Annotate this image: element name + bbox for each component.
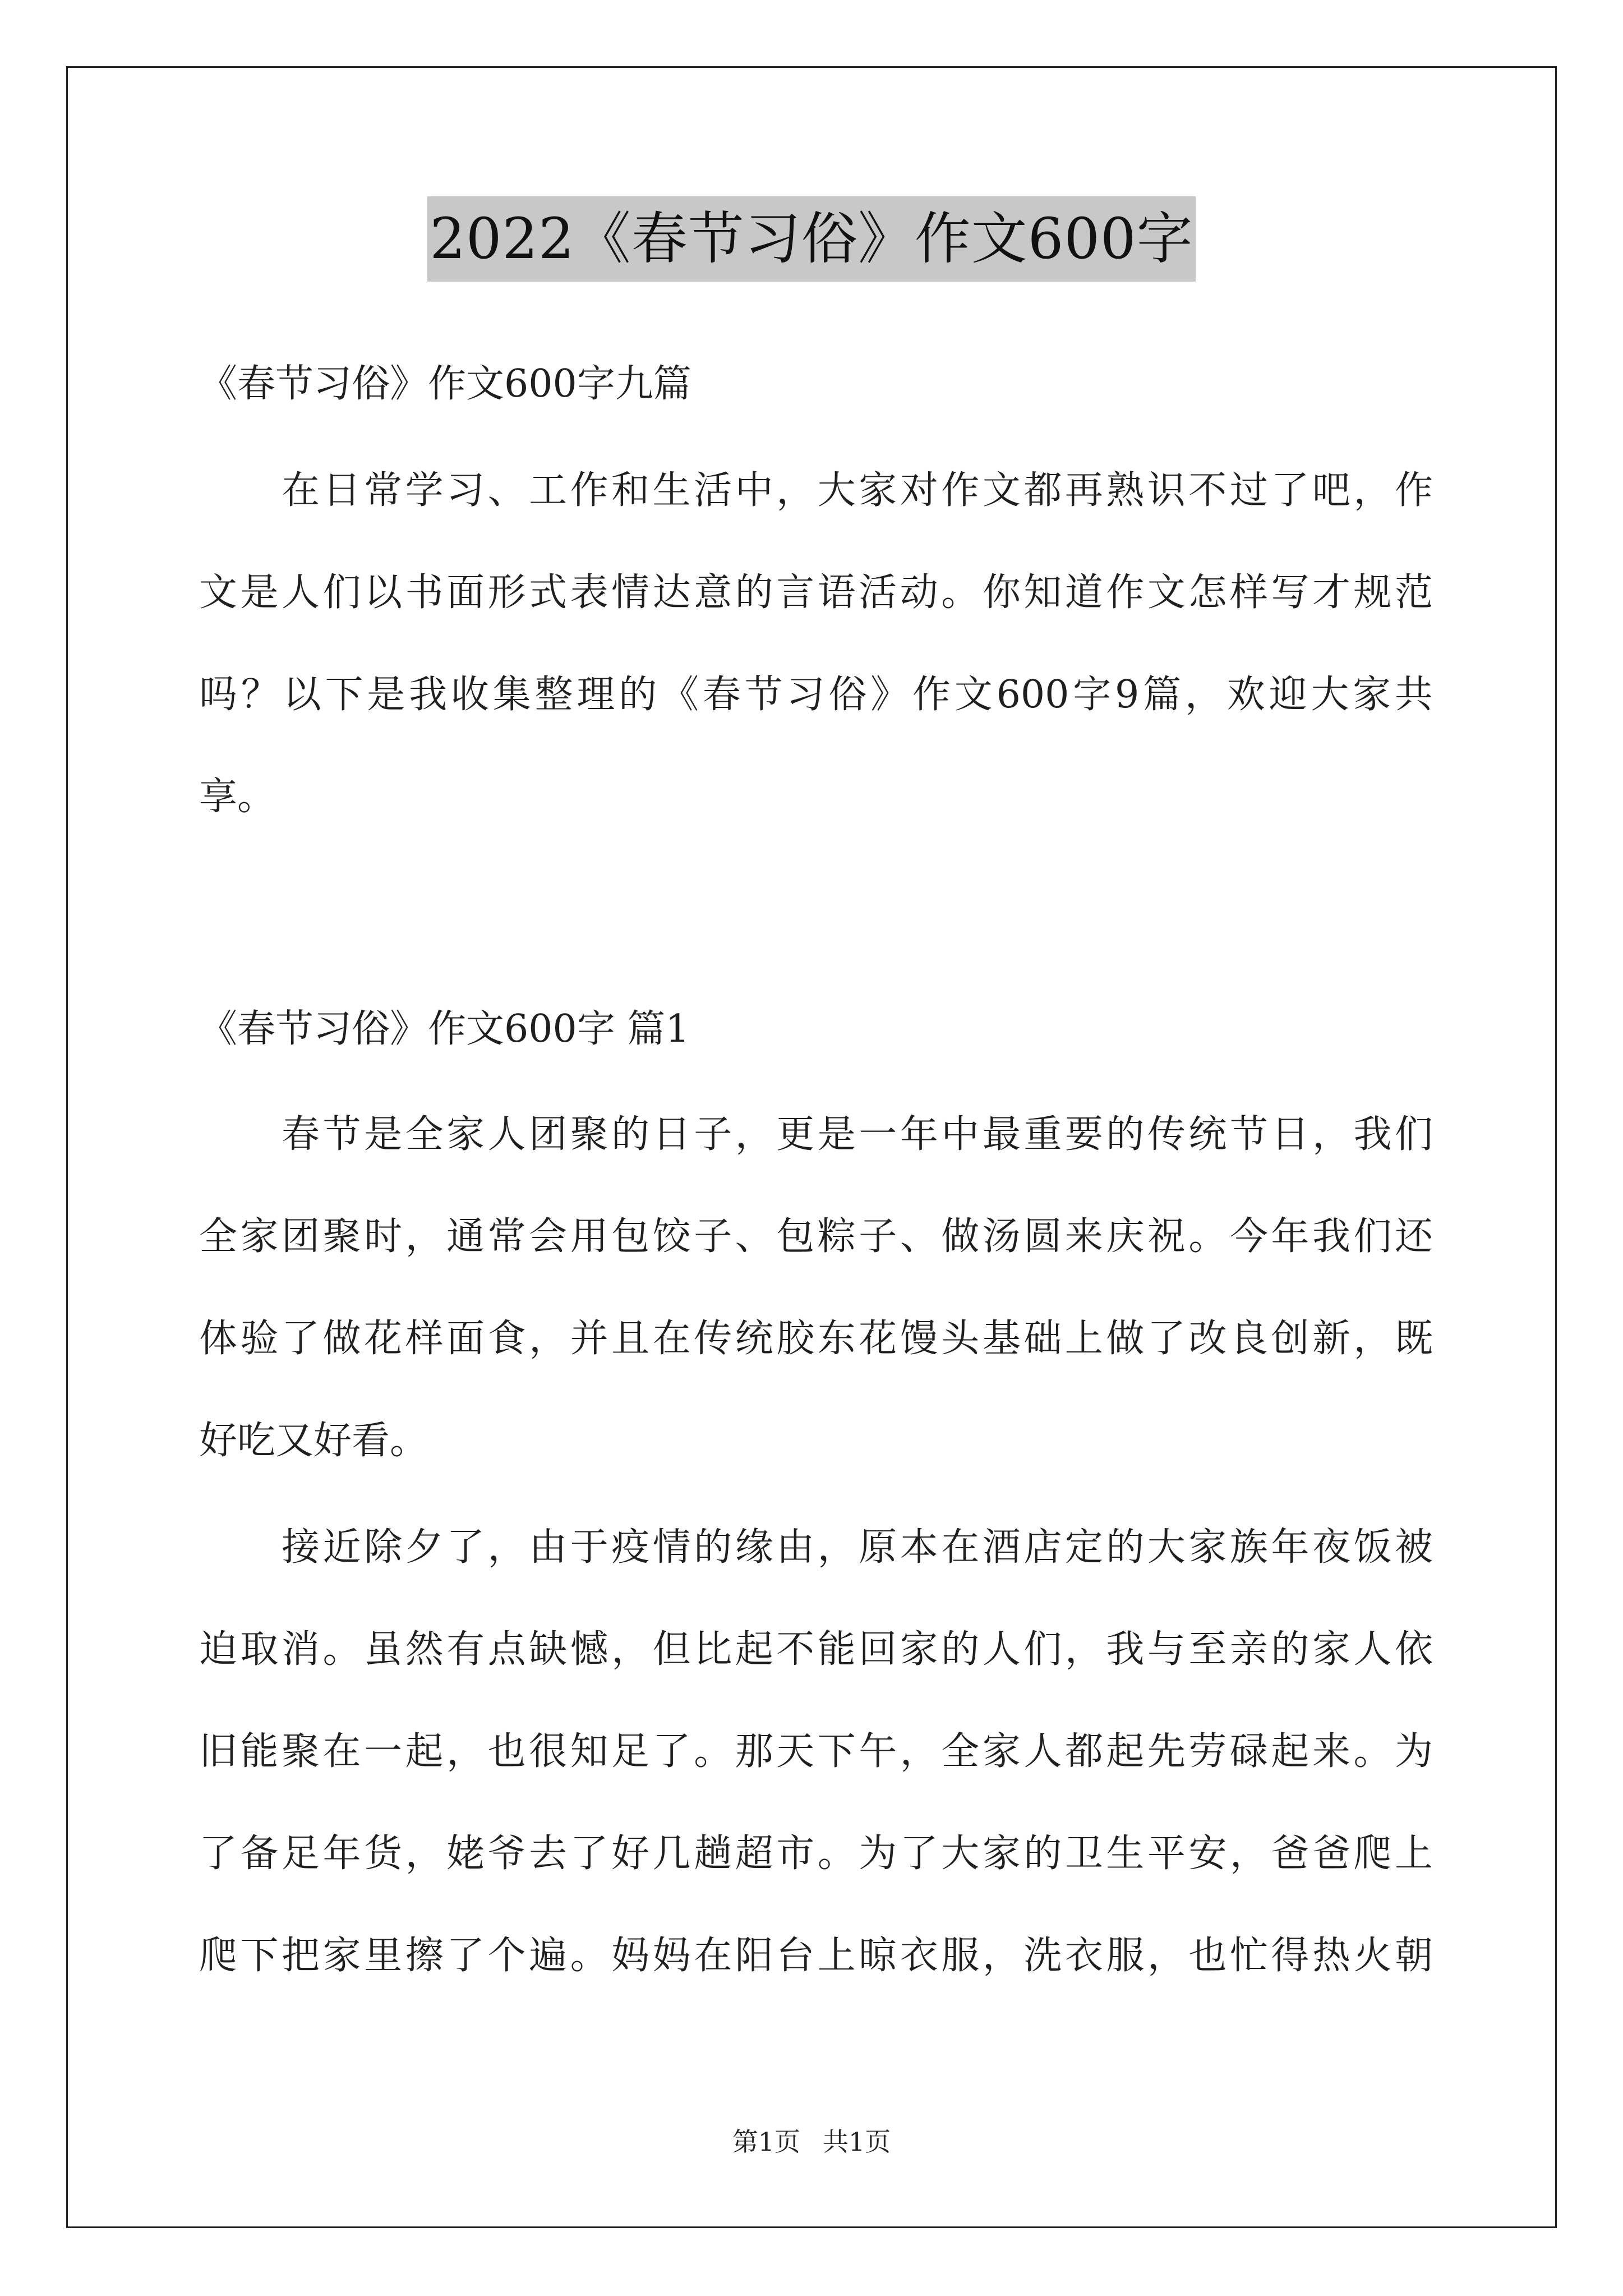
page-footer [0, 2122, 1623, 2159]
subtitle: 《春节习俗》作文600字九篇 [199, 362, 691, 406]
para1-line: 春节是全家人团聚的日子，更是一年中最重要的传统节日，我们 [199, 1112, 1433, 1157]
intro-line: 在日常学习、工作和生活中，大家对作文都再熟识不过了吧，作 [199, 468, 1433, 513]
para2-line: 迫取消。虽然有点缺憾，但比起不能回家的人们，我与至亲的家人依 [199, 1627, 1433, 1672]
para2-line: 爬下把家里擦了个遍。妈妈在阳台上晾衣服，洗衣服，也忙得热火朝 [199, 1934, 1433, 1978]
intro-line: 吗？以下是我收集整理的《春节习俗》作文600字9篇，欢迎大家共 [199, 673, 1433, 717]
section-heading: 《春节习俗》作文600字 篇1 [199, 1007, 690, 1051]
para2-line: 接近除夕了，由于疫情的缘由，原本在酒店定的大家族年夜饭被 [199, 1525, 1433, 1570]
page-total: 共1页 [823, 2127, 891, 2157]
intro-line: 文是人们以书面形式表情达意的言语活动。你知道作文怎样写才规范 [199, 570, 1433, 615]
para1-line: 好吃又好看。 [199, 1419, 428, 1463]
para2-line: 了备足年货，姥爷去了好几趟超市。为了大家的卫生平安，爸爸爬上 [199, 1832, 1433, 1876]
page-title: 2022《春节习俗》作文600字 [427, 196, 1195, 282]
title-block [0, 196, 1623, 282]
page-number: 第1页 [732, 2127, 800, 2157]
para1-line: 全家团聚时，通常会用包饺子、包粽子、做汤圆来庆祝。今年我们还 [199, 1214, 1433, 1259]
para2-line: 旧能聚在一起，也很知足了。那天下午，全家人都起先劳碌起来。为 [199, 1729, 1433, 1774]
para1-line: 体验了做花样面食，并且在传统胶东花馒头基础上做了改良创新，既 [199, 1317, 1433, 1361]
intro-line: 享。 [199, 775, 276, 819]
